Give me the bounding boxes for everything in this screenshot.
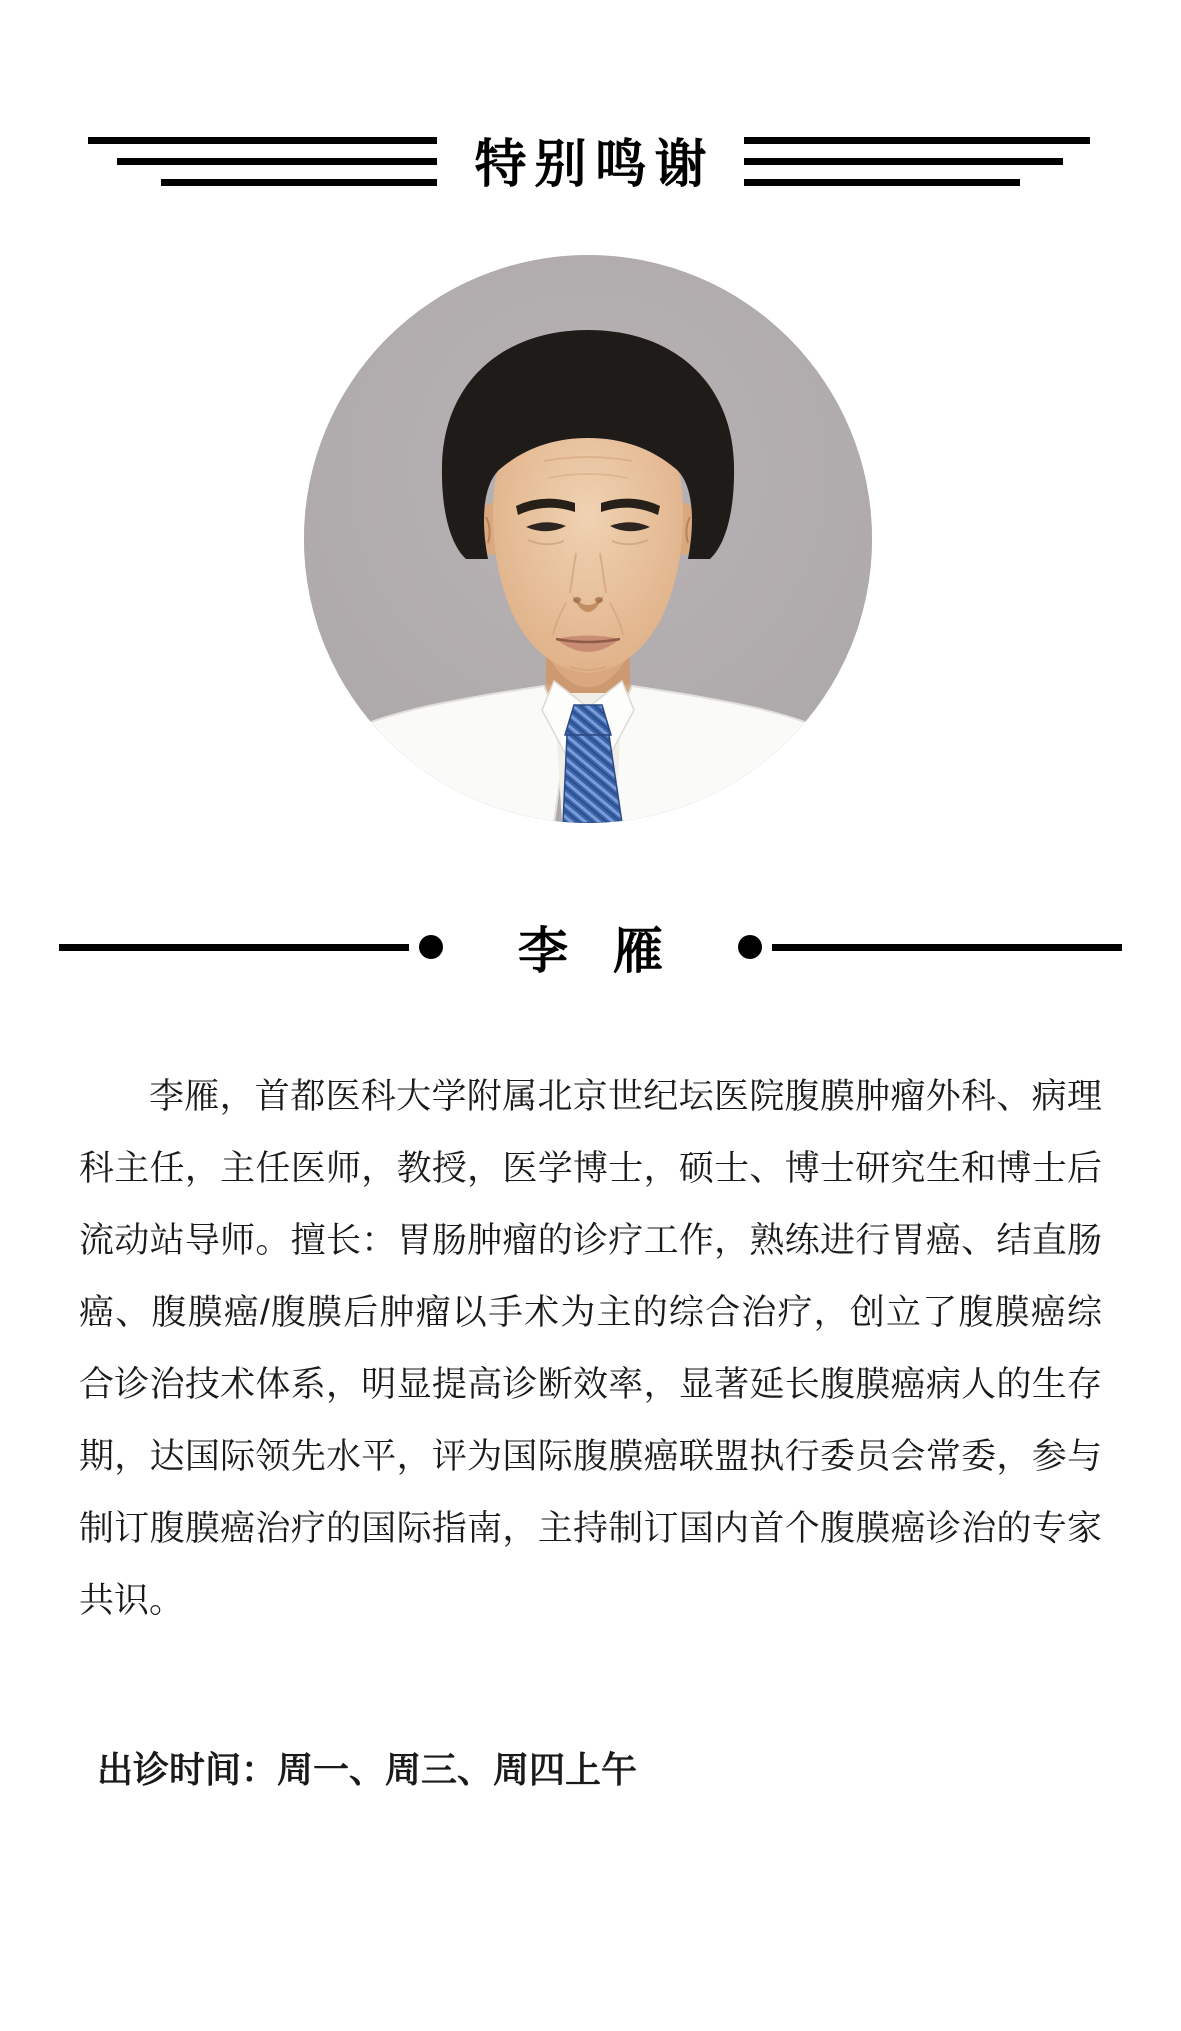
bio-line: 科主任，主任医师，教授，医学博士，硕士、博士研究生和博士后 xyxy=(79,1149,1102,1188)
bio-line: 流动站导师。擅长：胃肠肿瘤的诊疗工作，熟练进行胃癌、结直肠 xyxy=(79,1221,1102,1260)
bio-line: 共识。 xyxy=(79,1581,185,1620)
bio-line: 癌、腹膜癌/腹膜后肿瘤以手术为主的综合治疗，创立了腹膜癌综 xyxy=(79,1293,1102,1332)
bio-line: 李雁，首都医科大学附属北京世纪坛医院腹膜肿瘤外科、病理 xyxy=(149,1077,1102,1116)
schedule-label: 出诊时间： xyxy=(97,1749,278,1790)
rule-icon xyxy=(744,137,1090,144)
bullet-dot-right xyxy=(738,935,762,959)
bio-line: 期，达国际领先水平，评为国际腹膜癌联盟执行委员会常委，参与 xyxy=(79,1437,1102,1476)
header-decorative-lines-right xyxy=(744,137,1090,200)
rule-icon xyxy=(744,158,1063,165)
bio-line: 合诊治技术体系，明显提高诊断效率，显著延长腹膜癌病人的生存 xyxy=(79,1365,1102,1404)
divider-rule-right xyxy=(772,944,1122,951)
rule-icon xyxy=(744,179,1020,186)
bullet-dot-left xyxy=(419,935,443,959)
doctor-name: 李雁 xyxy=(518,923,708,979)
doctor-portrait-illustration xyxy=(304,255,872,823)
doctor-bio xyxy=(79,1061,1102,1637)
schedule-value: 周一、周三、周四上午 xyxy=(277,1749,638,1790)
page-title: 特别鸣谢 xyxy=(474,136,715,194)
divider-rule-left xyxy=(59,944,409,951)
doctor-photo xyxy=(304,255,872,823)
bio-line: 制订腹膜癌治疗的国际指南，主持制订国内首个腹膜癌诊治的专家 xyxy=(79,1509,1102,1548)
section-header xyxy=(0,128,1181,202)
clinic-schedule xyxy=(97,1744,637,1796)
doctor-name-divider xyxy=(0,911,1181,983)
